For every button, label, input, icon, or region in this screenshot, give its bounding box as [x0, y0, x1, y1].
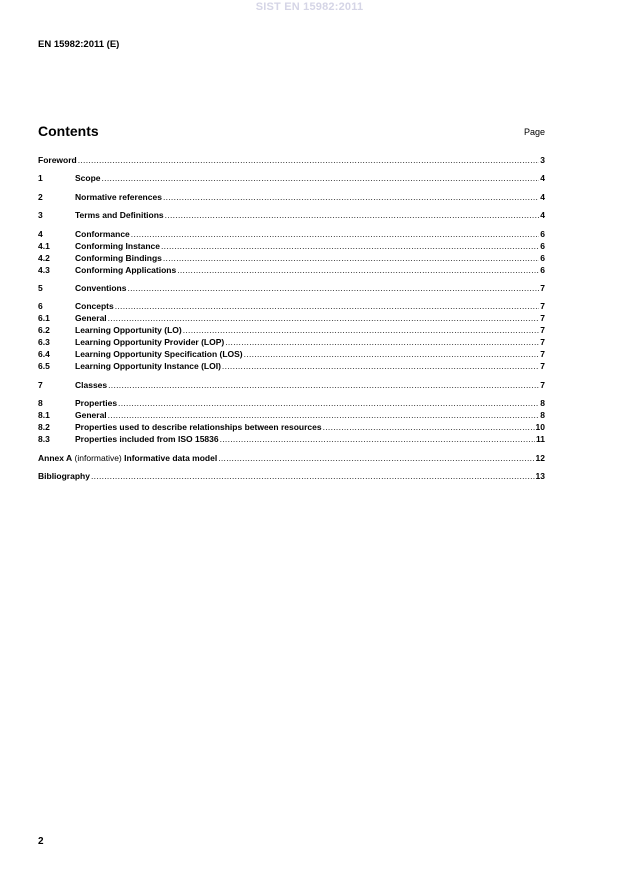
toc-entry-learning-opportunity[interactable] [38, 324, 545, 336]
toc-entry-title: Learning Opportunity Instance (LOI) [75, 361, 221, 372]
dot-leader [102, 172, 540, 184]
dot-leader [323, 421, 535, 433]
toc-entry-page: 3 [540, 155, 545, 165]
annex-type-note: (informative) [72, 452, 125, 463]
toc-entry-title: Scope [75, 173, 101, 184]
dot-leader [161, 240, 539, 252]
toc-entry-page: 13 [535, 470, 545, 481]
toc-entry-conforming-bindings[interactable] [38, 252, 545, 264]
toc-entry-title: Learning Opportunity (LO) [75, 325, 182, 336]
toc-entry-learning-opportunity-provider[interactable] [38, 336, 545, 348]
dot-leader [108, 379, 539, 391]
toc-entry-title: Annex A (informative) Informative data model [38, 452, 218, 463]
toc-entry-number: 8.1 [38, 410, 50, 421]
toc-entry-page: 4 [540, 173, 545, 184]
toc-entry-number: 6.1 [38, 313, 50, 324]
toc-entry-properties-relationships[interactable] [38, 421, 545, 433]
toc-entry-number: 3 [38, 210, 43, 221]
toc-entry-page: 6 [540, 228, 545, 239]
toc-entry-page: 7 [540, 349, 545, 360]
dot-leader [78, 154, 540, 166]
toc-entry-title: Properties [75, 398, 118, 409]
toc-entry-page: 7 [540, 313, 545, 324]
toc-entry-foreword[interactable] [38, 154, 545, 166]
toc-entry-properties[interactable] [38, 397, 545, 409]
toc-entry-page: 6 [540, 240, 545, 251]
toc-entry-title: Properties included from ISO 15836 [75, 434, 219, 445]
toc-entry-conforming-applications[interactable] [38, 264, 545, 276]
toc-entry-normative-references[interactable] [38, 191, 545, 203]
toc-entry-title: General [75, 410, 107, 421]
toc-entry-page: 12 [535, 452, 545, 463]
dot-leader [177, 264, 539, 276]
toc-entry-scope[interactable] [38, 172, 545, 184]
page-column-label: Page [523, 127, 545, 137]
dot-leader [127, 282, 539, 294]
toc-entry-number: 5 [38, 282, 43, 293]
dot-leader [108, 312, 540, 324]
toc-entry-title: Properties used to describe relationships between resources [75, 422, 322, 433]
toc-entry-terms-and-definitions[interactable] [38, 209, 545, 221]
toc-entry-number: 6.3 [38, 337, 50, 348]
page-number: 2 [38, 836, 44, 847]
toc-entry-title: General [75, 313, 107, 324]
toc-entry-number: 6 [38, 301, 43, 312]
dot-leader [220, 433, 535, 445]
toc-entry-learning-opportunity-specification[interactable] [38, 348, 545, 360]
dot-leader [163, 252, 539, 264]
dot-leader [183, 324, 540, 336]
document-id: EN 15982:2011 (E) [38, 39, 120, 50]
toc-entry-number: 4.1 [38, 240, 50, 251]
dot-leader [163, 191, 539, 203]
toc-entry-classes[interactable] [38, 379, 545, 391]
dot-leader [244, 348, 540, 360]
toc-entry-title: Foreword [38, 155, 77, 165]
toc-entry-number: 4.3 [38, 264, 50, 275]
toc-entry-bibliography[interactable] [38, 470, 545, 482]
toc-entry-number: 2 [38, 191, 43, 202]
toc-entry-number: 6.4 [38, 349, 50, 360]
toc-entry-page: 4 [540, 210, 545, 221]
toc-entry-page: 6 [540, 264, 545, 275]
toc-entry-annex-a[interactable] [38, 452, 545, 464]
toc-entry-conforming-instance[interactable] [38, 240, 545, 252]
toc-entry-title: Normative references [75, 191, 162, 202]
toc-entry-conventions[interactable] [38, 282, 545, 294]
contents-title: Contents [38, 123, 99, 139]
toc-entry-title: Conformance [75, 228, 130, 239]
toc-entry-learning-opportunity-instance[interactable] [38, 360, 545, 372]
toc-entry-page: 7 [540, 379, 545, 390]
toc-entry-number: 4 [38, 228, 43, 239]
toc-entry-title: Conforming Bindings [75, 252, 162, 263]
toc-entry-page: 7 [540, 361, 545, 372]
toc-entry-page: 10 [535, 422, 545, 433]
toc-entry-title: Conforming Applications [75, 264, 177, 275]
toc-entry-number: 1 [38, 173, 43, 184]
dot-leader [108, 409, 540, 421]
toc-entry-number: 6.5 [38, 361, 50, 372]
toc-entry-page: 7 [540, 337, 545, 348]
toc-entry-page: 7 [540, 282, 545, 293]
toc-entry-page: 11 [536, 434, 545, 445]
toc-entry-page: 8 [540, 410, 545, 421]
toc-entry-page: 6 [540, 252, 545, 263]
toc-entry-title: Learning Opportunity Specification (LOS) [75, 349, 243, 360]
dot-leader [115, 300, 540, 312]
dot-leader [131, 228, 539, 240]
toc-entry-page: 7 [540, 325, 545, 336]
toc-entry-page: 7 [540, 301, 545, 312]
dot-leader [225, 336, 539, 348]
toc-entry-title: Bibliography [38, 470, 90, 481]
toc-entry-title: Classes [75, 379, 108, 390]
toc-entry-conformance[interactable] [38, 228, 545, 240]
dot-leader [218, 452, 534, 464]
toc-entry-title: Learning Opportunity Provider (LOP) [75, 337, 225, 348]
dot-leader [118, 397, 539, 409]
toc-entry-page: 4 [540, 191, 545, 202]
table-of-contents [38, 154, 545, 482]
toc-entry-number: 8.3 [38, 434, 50, 445]
toc-entry-title: Conforming Instance [75, 240, 161, 251]
toc-entry-page: 8 [540, 398, 545, 409]
toc-entry-number: 8.2 [38, 422, 50, 433]
toc-entry-title: Concepts [75, 301, 114, 312]
toc-entry-title: Terms and Definitions [75, 210, 164, 221]
toc-entry-properties-iso-15836[interactable] [38, 433, 545, 445]
toc-entry-number: 7 [38, 379, 43, 390]
toc-entry-number: 6.2 [38, 325, 50, 336]
toc-entry-number: 8 [38, 398, 43, 409]
toc-entry-concepts[interactable] [38, 300, 545, 312]
toc-entry-number: 4.2 [38, 252, 50, 263]
watermark: SIST EN 15982:2011 [255, 1, 364, 13]
toc-entry-concepts-general[interactable] [38, 312, 545, 324]
toc-entry-title: Conventions [75, 282, 127, 293]
dot-leader [91, 470, 535, 482]
toc-entry-properties-general[interactable] [38, 409, 545, 421]
dot-leader [222, 360, 539, 372]
dot-leader [165, 209, 540, 221]
